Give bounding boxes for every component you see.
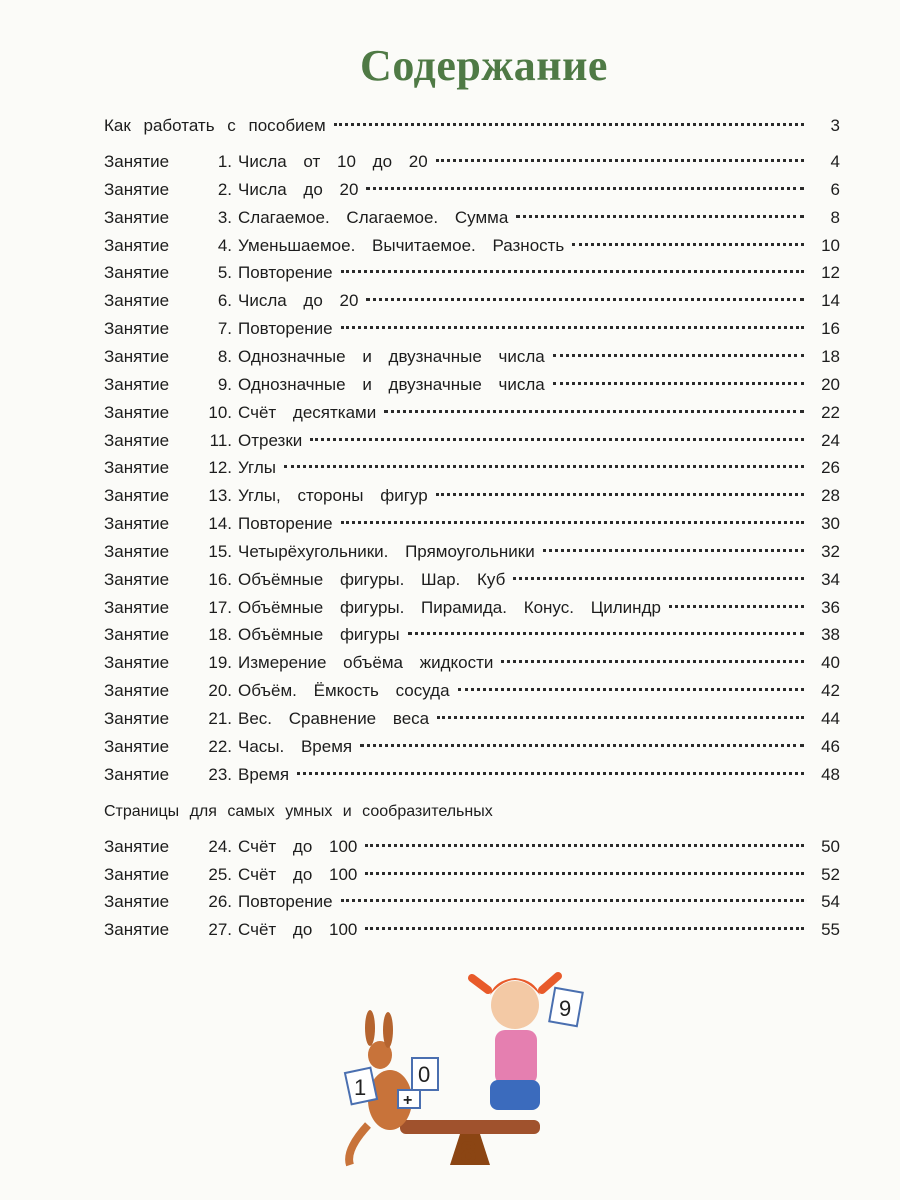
lesson-label: Занятие: [104, 541, 170, 561]
toc-row: [104, 625, 840, 649]
toc-row: [104, 892, 840, 916]
lesson-topic: Время: [238, 764, 290, 784]
page-number: 32: [821, 541, 840, 561]
dot-leader: [360, 744, 804, 747]
lesson-topic: Счёт десятками: [238, 402, 377, 422]
lesson-label: Занятие: [104, 430, 170, 450]
lesson-label: Занятие: [104, 458, 170, 478]
lesson-topic: Повторение: [238, 514, 333, 534]
page-title: Содержание: [360, 41, 608, 90]
cartoon-illustration: [340, 950, 600, 1170]
page-number: 18: [821, 346, 840, 366]
dot-leader: [543, 549, 804, 552]
page-number: 46: [821, 736, 840, 756]
lesson-label: Занятие: [104, 235, 170, 255]
lesson-topic: Счёт до 100: [238, 864, 358, 884]
lesson-label: Занятие: [104, 653, 170, 673]
toc-row: [104, 709, 840, 733]
dot-leader: [366, 187, 804, 190]
dot-leader: [513, 577, 804, 580]
page-number: 42: [821, 681, 840, 701]
toc-row: [104, 116, 840, 140]
lesson-number: 11.: [209, 430, 232, 450]
page-number: 26: [821, 458, 840, 478]
page-number: 20: [821, 374, 840, 394]
lesson-topic: Отрезки: [238, 430, 303, 450]
lesson-label: Занятие: [104, 263, 170, 283]
toc-row: [104, 514, 840, 538]
page-number: 12: [821, 263, 840, 283]
dot-leader: [501, 660, 804, 663]
lesson-number: 23.: [208, 764, 232, 784]
card-digit: 0: [418, 1062, 431, 1087]
lesson-number: 17.: [208, 597, 232, 617]
page-number: 34: [821, 569, 840, 589]
lesson-label: Занятие: [104, 569, 170, 589]
lesson-number: 24.: [208, 837, 232, 856]
toc-row: [104, 681, 840, 705]
toc-row: [104, 542, 840, 566]
dot-leader: [437, 716, 804, 719]
dot-leader: [436, 159, 804, 162]
page-number: 44: [821, 709, 840, 728]
lesson-topic: Слагаемое. Слагаемое. Сумма: [238, 207, 509, 227]
lesson-topic: Числа от 10 до 20: [238, 152, 428, 171]
lesson-number: 26.: [208, 892, 232, 912]
lesson-topic: Однозначные и двузначные числа: [238, 346, 545, 366]
lesson-number: 25.: [208, 864, 232, 884]
lesson-number: 1.: [217, 152, 232, 171]
seesaw-plank: [400, 1120, 540, 1134]
toc-row: [104, 263, 840, 287]
lesson-label: Занятие: [104, 402, 170, 422]
lesson-topic: Повторение: [238, 263, 333, 283]
lesson-label: Занятие: [104, 681, 170, 701]
dot-leader: [408, 632, 804, 635]
lesson-number: 8.: [217, 346, 232, 366]
dot-leader: [310, 438, 804, 441]
lesson-label: Занятие: [104, 346, 170, 366]
toc-row: [104, 291, 840, 315]
lesson-topic: Часы. Время: [238, 736, 353, 756]
section-heading: Страницы для самых умных и сообразительных: [104, 803, 493, 820]
lesson-topic: Числа до 20: [238, 179, 359, 199]
lesson-label: Занятие: [104, 736, 170, 756]
page-number: 40: [821, 653, 840, 673]
page-number: 50: [821, 837, 840, 856]
toc-row: [104, 737, 840, 761]
lesson-label: Занятие: [104, 514, 170, 534]
toc-row: [104, 347, 840, 371]
toc-row: [104, 152, 840, 176]
lesson-label: Занятие: [104, 919, 170, 939]
lesson-label: Занятие: [104, 864, 170, 884]
toc-row: [104, 653, 840, 677]
dot-leader: [341, 899, 804, 902]
toc-row: [104, 208, 840, 232]
dot-leader: [365, 927, 804, 930]
lesson-number: 10.: [208, 402, 232, 422]
dot-leader: [284, 465, 804, 468]
toc-row: [104, 375, 840, 399]
kangaroo-ear: [383, 1012, 393, 1048]
lesson-number: 12.: [208, 458, 232, 478]
lesson-number: 6.: [217, 291, 232, 311]
lesson-label: Занятие: [104, 709, 170, 728]
lesson-number: 21.: [208, 709, 232, 728]
page-number: 6: [830, 179, 840, 199]
girl-head: [491, 981, 539, 1029]
lesson-number: 16.: [208, 569, 232, 589]
lesson-topic: Как работать с пособием: [104, 116, 326, 135]
lesson-topic: Числа до 20: [238, 291, 359, 311]
lesson-number: 18.: [208, 625, 232, 645]
dot-leader: [365, 844, 804, 847]
page-number: 28: [821, 486, 840, 506]
lesson-number: 2.: [217, 179, 232, 199]
toc-row: [104, 319, 840, 343]
toc-row: [104, 598, 840, 622]
lesson-topic: Повторение: [238, 319, 333, 339]
lesson-topic: Углы: [238, 458, 277, 478]
lesson-label: Занятие: [104, 597, 170, 617]
toc-row: [104, 837, 840, 861]
lesson-label: Занятие: [104, 486, 170, 506]
lesson-topic: Однозначные и двузначные числа: [238, 374, 545, 394]
lesson-label: Занятие: [104, 319, 170, 339]
page-number: 8: [830, 207, 840, 227]
dot-leader: [341, 521, 804, 524]
page-number: 36: [821, 597, 840, 617]
lesson-topic: Уменьшаемое. Вычитаемое. Разность: [238, 235, 565, 255]
lesson-number: 15.: [208, 541, 232, 561]
lesson-number: 4.: [217, 235, 232, 255]
dot-leader: [341, 270, 804, 273]
dot-leader: [341, 326, 804, 329]
lesson-number: 22.: [208, 736, 232, 756]
page-number: 14: [821, 291, 840, 311]
lesson-number: 14.: [208, 514, 232, 534]
page-number: 48: [821, 764, 840, 784]
toc-row: [104, 180, 840, 204]
page-number: 52: [821, 864, 840, 884]
lesson-topic: Измерение объёма жидкости: [238, 653, 494, 673]
lesson-topic: Объёмные фигуры. Шар. Куб: [238, 569, 506, 589]
toc-row: [104, 765, 840, 789]
dot-leader: [572, 243, 804, 246]
lesson-label: Занятие: [104, 374, 170, 394]
dot-leader: [436, 493, 804, 496]
lesson-label: Занятие: [104, 625, 170, 645]
lesson-number: 7.: [217, 319, 232, 339]
page-number: 3: [830, 116, 840, 135]
seesaw-digit: 8: [460, 1136, 477, 1169]
lesson-number: 9.: [217, 374, 232, 394]
lesson-label: Занятие: [104, 179, 170, 199]
dot-leader: [334, 123, 804, 126]
card-digit: 9: [559, 996, 572, 1021]
lesson-topic: Углы, стороны фигур: [238, 486, 428, 506]
card-sign: +: [403, 1092, 413, 1109]
dot-leader: [384, 410, 804, 413]
lesson-number: 19.: [208, 653, 232, 673]
lesson-number: 20.: [208, 681, 232, 701]
toc-row: [104, 486, 840, 510]
dot-leader: [458, 688, 804, 691]
page-number: 24: [821, 430, 840, 450]
lesson-topic: Счёт до 100: [238, 837, 358, 856]
lesson-topic: Четырёхугольники. Прямоугольники: [238, 541, 535, 561]
girl-jeans: [490, 1080, 540, 1110]
dot-leader: [516, 215, 804, 218]
page-number: 10: [821, 235, 840, 255]
page-number: 30: [821, 514, 840, 534]
lesson-number: 13.: [208, 486, 232, 506]
page-number: 38: [821, 625, 840, 645]
toc-row: [104, 403, 840, 427]
lesson-label: Занятие: [104, 837, 170, 856]
lesson-topic: Повторение: [238, 892, 333, 912]
lesson-label: Занятие: [104, 207, 170, 227]
page-number: 22: [821, 402, 840, 422]
dot-leader: [365, 872, 804, 875]
lesson-number: 27.: [208, 919, 232, 939]
dot-leader: [553, 382, 804, 385]
toc-row: [104, 236, 840, 260]
dot-leader: [553, 354, 804, 357]
toc-row: [104, 865, 840, 889]
lesson-number: 5.: [217, 263, 232, 283]
dot-leader: [669, 605, 804, 608]
lesson-number: 3.: [217, 207, 232, 227]
toc-row: [104, 431, 840, 455]
lesson-label: Занятие: [104, 291, 170, 311]
toc-row: [104, 458, 840, 482]
kangaroo-tail: [349, 1125, 368, 1165]
dot-leader: [366, 298, 804, 301]
lesson-label: Занятие: [104, 152, 170, 171]
lesson-topic: Вес. Сравнение веса: [238, 709, 430, 728]
page-number: 54: [821, 892, 840, 912]
lesson-label: Занятие: [104, 892, 170, 912]
toc-row: [104, 570, 840, 594]
lesson-topic: Объёмные фигуры: [238, 625, 400, 645]
lesson-label: Занятие: [104, 764, 170, 784]
page-number: 55: [821, 919, 840, 939]
toc-row: [104, 920, 840, 944]
lesson-topic: Объём. Ёмкость сосуда: [238, 681, 450, 701]
lesson-topic: Объёмные фигуры. Пирамида. Конус. Цилиндр: [238, 597, 661, 617]
lesson-topic: Счёт до 100: [238, 919, 358, 939]
card-digit: 1: [354, 1075, 367, 1100]
girl-shirt: [495, 1030, 537, 1085]
kangaroo-ear: [365, 1010, 375, 1046]
page-number: 16: [821, 319, 840, 339]
page-number: 4: [830, 152, 840, 171]
dot-leader: [297, 772, 804, 775]
